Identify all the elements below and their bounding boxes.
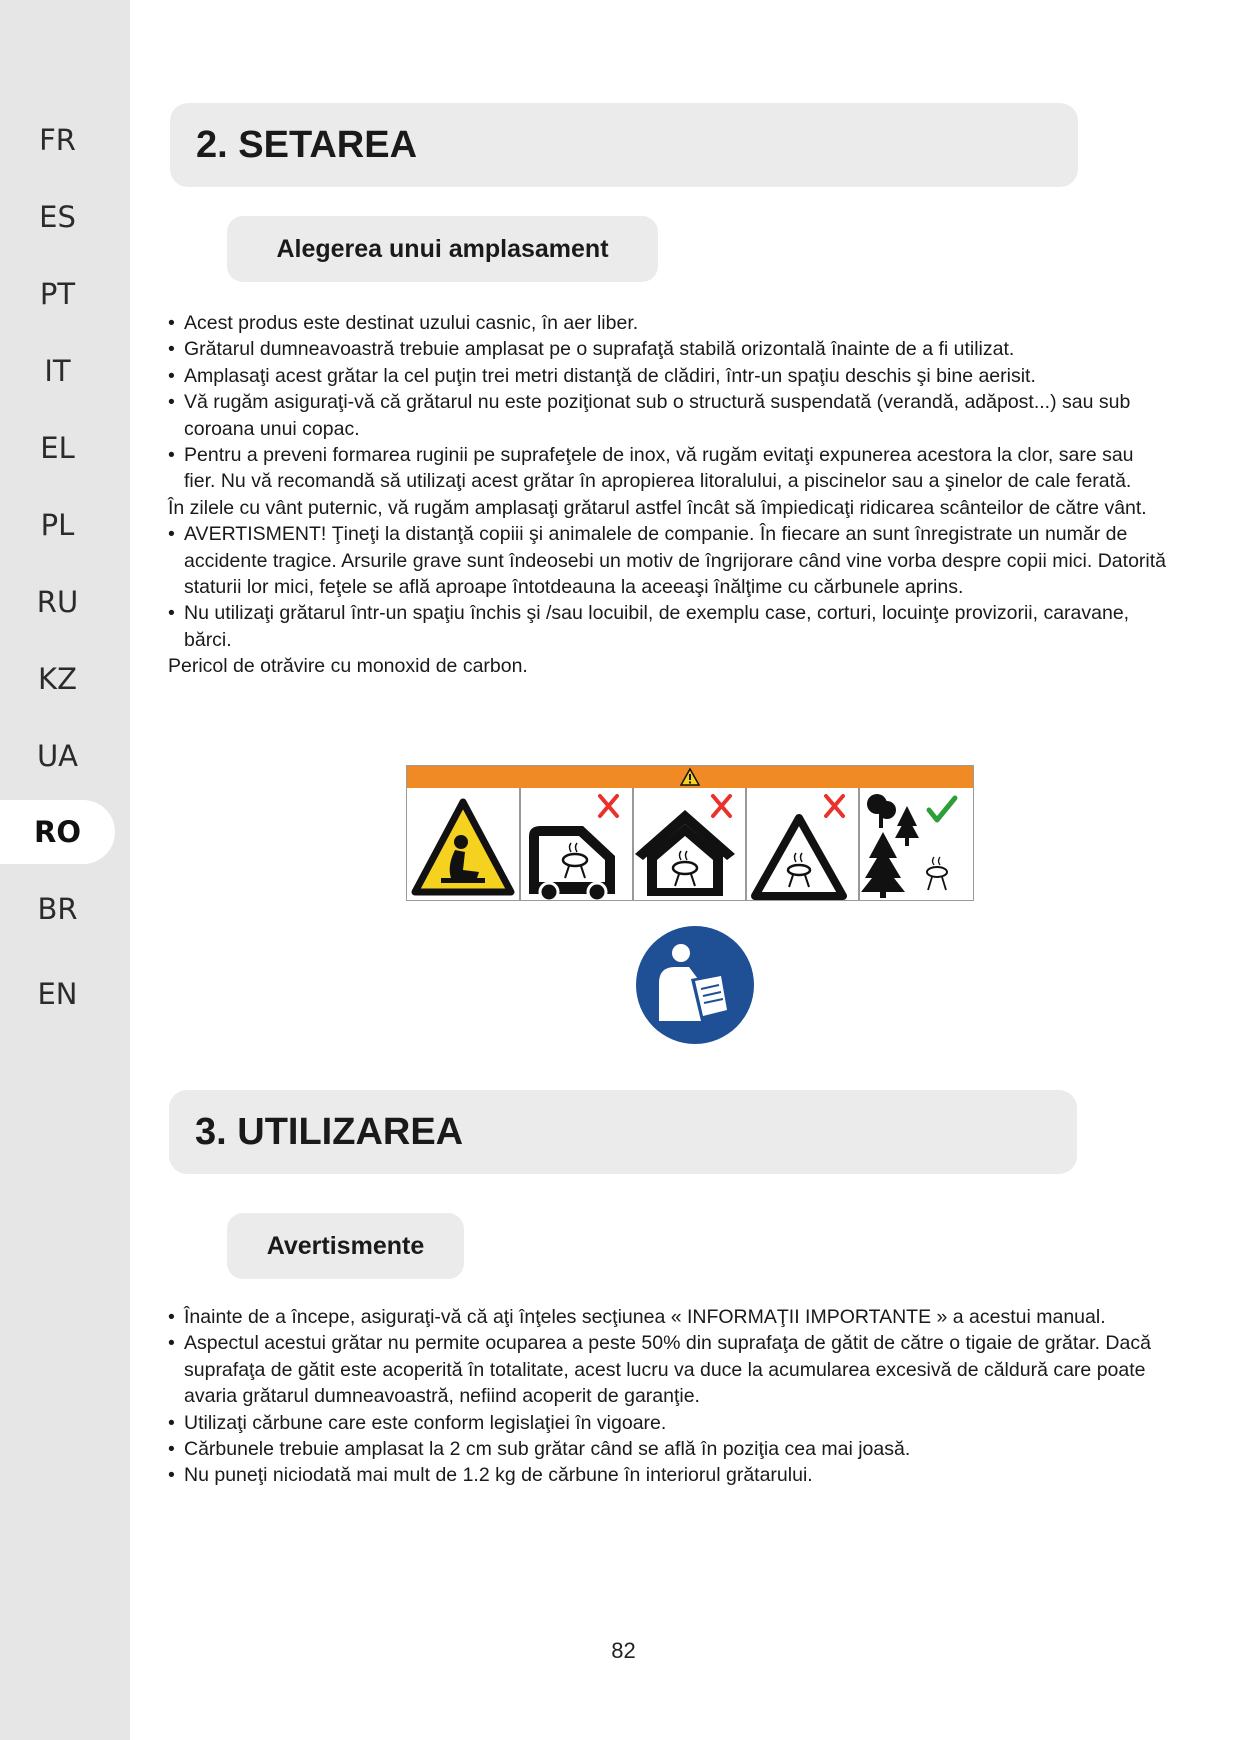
carbon-monoxide-warning-icon [415,802,511,892]
list-item: • Pentru a preveni formarea ruginii pe suprafeţele de inox, vă rugăm evitaţi expunerea acestora la clor, sare sau fier. Nu vă recomandă să utilizaţi acest grătar în apropierea litoralului, a piscinelor sau a şinelor de cale ferată. [168,442,1168,495]
lang-tab-br[interactable]: BR [37,892,78,926]
read-manual-icon [635,925,755,1045]
pictogram-row [407,766,973,900]
section-title-setup: 2. SETAREA [170,103,1078,187]
no-tent-icon [755,796,843,896]
red-cross-icon [713,796,730,816]
lang-tab-es[interactable]: ES [39,200,76,234]
section-title-use: 3. UTILIZAREA [169,1090,1077,1174]
list-item: • Nu utilizaţi grătarul într-un spaţiu închis şi /sau locuibil, de exemplu case, corturi, locuinţe provizorii, caravane, bărci. [168,600,1168,653]
lang-tab-fr[interactable]: FR [39,123,76,157]
lang-tab-ua[interactable]: UA [36,739,79,773]
list-item: • AVERTISMENT! Ţineţi la distanţă copiii şi animalele de companie. În fiecare an sunt înregistrate un număr de accidente tragice. Arsurile grave sunt îndeosebi un motiv de îngrijorare când vine vorba despre copii mici. Datorită staturii lor mici, feţele se află aproape întotdeauna la aceeaşi înălţime cu cărbunele aprins. [168,521,1168,600]
page-number: 82 [611,1638,636,1663]
list-item: • Cărbunele trebuie amplasat la 2 cm sub grătar când se află în poziţia cea mai joasă. [168,1436,1168,1462]
red-cross-icon [826,796,843,816]
list-item: • Grătarul dumneavoastră trebuie amplasat pe o suprafaţă stabilă orizontală înainte de a fi utilizat. [168,336,1168,362]
outdoor-allowed-icon [861,794,955,898]
usage-warnings [168,1304,1168,1489]
subsection-title-location: Alegerea unui amplasament [227,216,658,282]
language-sidebar [0,0,130,1740]
no-vehicle-icon [529,796,617,900]
red-cross-icon [600,796,617,816]
no-house-icon [635,796,735,896]
list-item: • Utilizaţi cărbune care este conform legislaţiei în vigoare. [168,1410,1168,1436]
lang-tab-kz[interactable]: KZ [38,662,77,696]
list-item: • Amplasaţi acest grătar la cel puţin trei metri distanţă de clădiri, într-un spaţiu deschis şi bine aerisit. [168,363,1168,389]
list-item: • Aspectul acestui grătar nu permite ocuparea a peste 50% din suprafaţa de gătit de către o tigaie de grătar. Dacă suprafaţa de gătit este acoperită în totalitate, acest lucru va duce la acumularea excesivă de căldură care poate avaria grătarul dumneavoastră, nefiind acoperit de garanţie. [168,1330,1168,1409]
lang-tab-ro-active[interactable]: RO [0,800,115,864]
lang-tab-en[interactable]: EN [37,977,78,1011]
lang-tab-el[interactable]: EL [40,431,75,465]
lang-tab-it[interactable]: IT [44,354,71,388]
lang-tab-pt[interactable]: PT [39,277,76,311]
subsection-title-warnings: Avertismente [227,1213,464,1279]
paragraph: Pericol de otrăvire cu monoxid de carbon. [168,655,528,678]
paragraph: În zilele cu vânt puternic, vă rugăm amplasaţi grătarul astfel încât să împiedicaţi ridicarea scânteilor de către vânt. [168,496,1147,519]
list-item: • Vă rugăm asiguraţi-vă că grătarul nu este poziţionat sub o structură suspendată (verandă, adăpost...) sau sub coroana unui copac. [168,389,1168,442]
lang-tab-ru[interactable]: RU [36,585,79,619]
list-item: • Acest produs este destinat uzului casnic, în aer liber. [168,310,1168,336]
warning-pictogram-strip [406,765,974,901]
setup-instructions [168,310,1168,680]
lang-tab-pl[interactable]: PL [40,508,75,542]
list-item: • Nu puneţi niciodată mai mult de 1.2 kg de cărbune în interiorul grătarului. [168,1462,1168,1488]
green-check-icon [929,798,955,820]
list-item: • Înainte de a începe, asiguraţi-vă că aţi înţeles secţiunea « INFORMAŢII IMPORTANTE » a acestui manual. [168,1304,1168,1330]
